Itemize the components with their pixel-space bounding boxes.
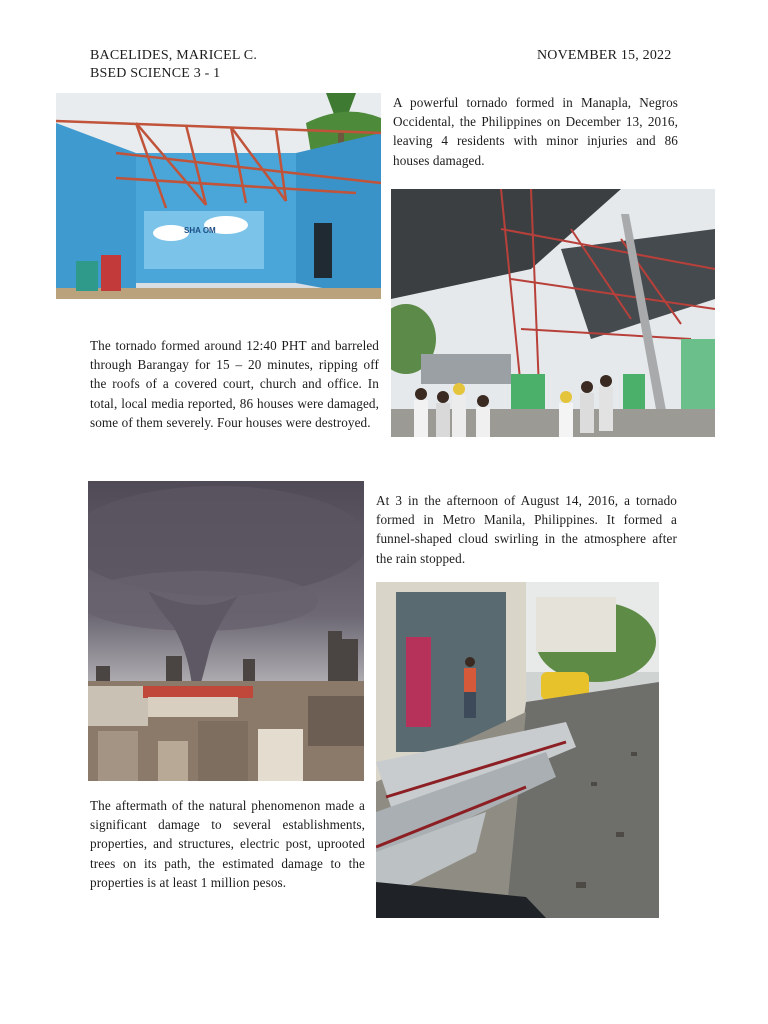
paragraph-manapla-intro: A powerful tornado formed in Manapla, Negros Occidental, the Philippines on December 13, 2016, leaving 4 residents with minor injuries and 86 houses damaged. [393,95,678,168]
photo-storefront-debris [376,582,659,918]
author-section: BSED SCIENCE 3 - 1 [90,66,221,81]
paragraph-manila-intro: At 3 in the afternoon of August 14, 2016, a tornado formed in Metro Manila, Philippines. It formed a funnel-shaped cloud swirling in the atmosphere after the rain stopped. [376,493,677,566]
photo-tornado-metro-manila [88,481,364,781]
author-name: BACELIDES, MARICEL C. [90,48,258,63]
paragraph-manapla-detail: The tornado formed around 12:40 PHT and barreled through Barangay for 15 – 20 minutes, ripping off the roofs of a covered court, church and office. In total, local media reported, 86 houses were damaged, some of them severely. Four houses were destroyed. [90,338,379,430]
photo-damaged-roof-students [391,189,715,437]
paragraph-manila-aftermath: The aftermath of the natural phenomenon made a significant damage to several establishments, properties, and structures, electric post, uprooted trees on its path, the estimated damage to the properties is at least 1 million pesos. [90,798,365,890]
photo-damaged-covered-court [56,93,381,299]
stage-sign-text: SHA OM [184,226,216,235]
document-date: NOVEMBER 15, 2022 [537,48,672,63]
